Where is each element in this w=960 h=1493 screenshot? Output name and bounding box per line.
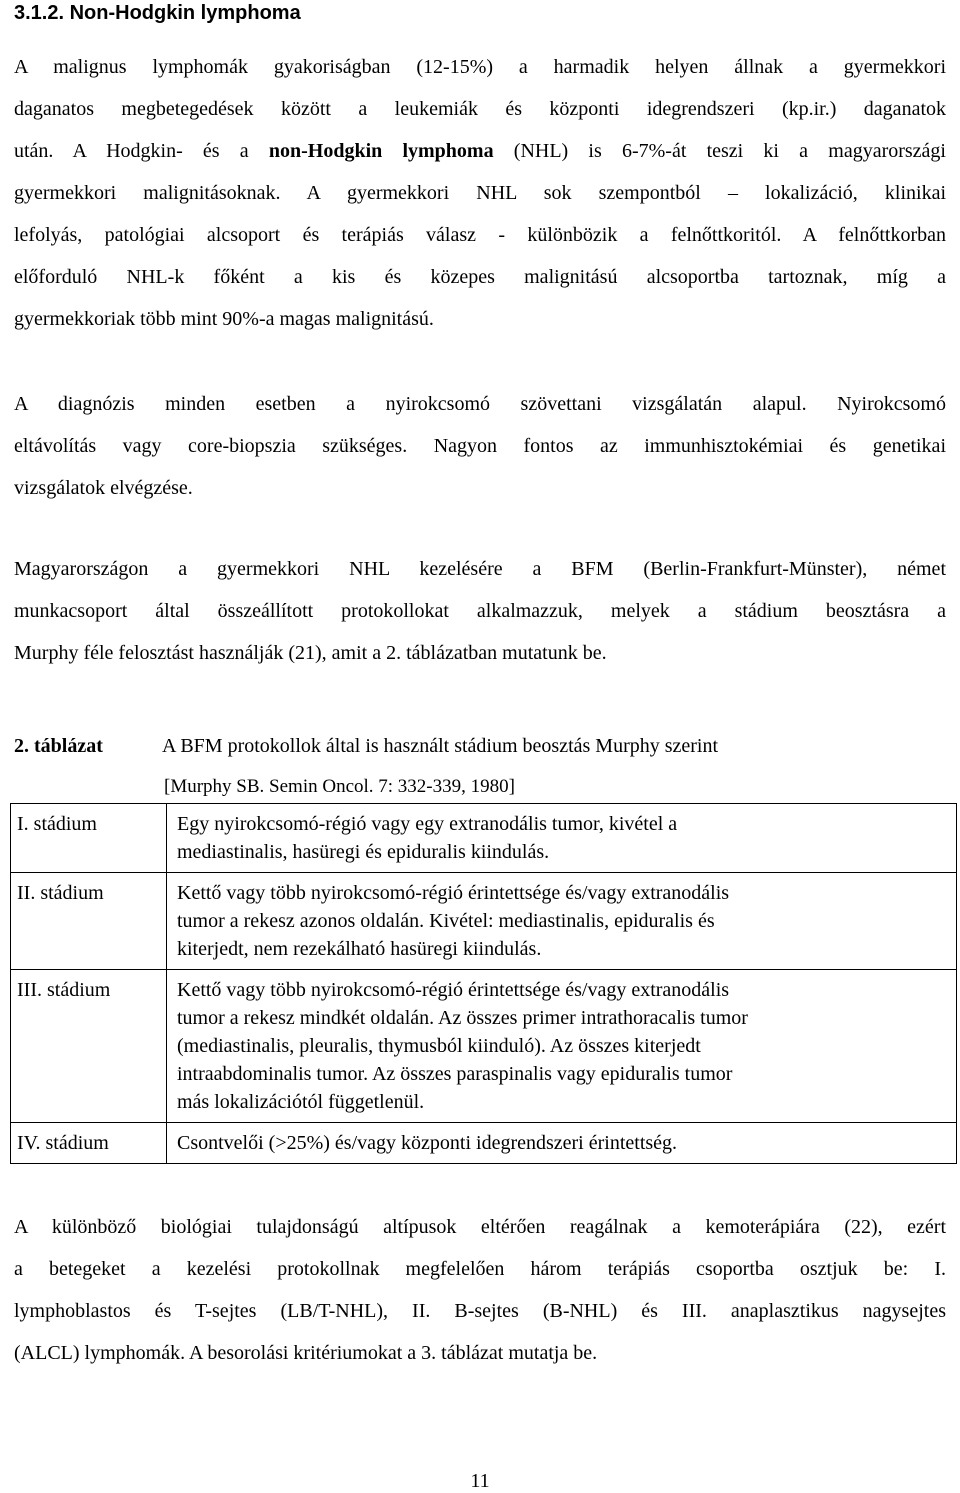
description-line: tumor a rekesz mindkét oldalán. Az összes primer intrathoracalis tumor: [177, 1007, 748, 1029]
bold-term: non-Hodgkin lymphoma: [268, 140, 494, 162]
page-number: 11: [470, 1470, 490, 1492]
table-row: [11, 804, 957, 873]
paragraph-treatment: [14, 548, 946, 674]
text-line: gyermekkoriak több mint 90%-a magas malignitású.: [14, 308, 434, 330]
table-row: [11, 970, 957, 1123]
text-line: A különböző biológiai tulajdonságú altípusok eltérően reagálnak a kemoterápiára (22), ezért: [14, 1216, 946, 1238]
description-line: Egy nyirokcsomó-régió vagy egy extranodális tumor, kivétel a: [177, 813, 678, 835]
text-line: után. A Hodgkin- és a non-Hodgkin lymphoma (NHL) is 6-7%-át teszi ki a magyarországi: [14, 140, 946, 162]
description-cell: [167, 804, 957, 873]
description-line: mediastinalis, hasüregi és epiduralis kiindulás.: [177, 841, 550, 863]
table-row: [11, 1123, 957, 1164]
text-line: gyermekkori malignitásoknak. A gyermekkori NHL sok szempontból – lokalizáció, klinikai: [14, 182, 946, 204]
text-line: Murphy féle felosztást használják (21), amit a 2. táblázatban mutatunk be.: [14, 642, 607, 664]
text-line: vizsgálatok elvégzése.: [14, 477, 193, 499]
text-line: Magyarországon a gyermekkori NHL kezelésére a BFM (Berlin-Frankfurt-Münster), német: [14, 558, 946, 580]
description-line: Kettő vagy több nyirokcsomó-régió érintettsége és/vagy extranodális: [177, 882, 730, 904]
table-title: A BFM protokollok által is használt stádium beosztás Murphy szerint: [162, 735, 719, 757]
paragraph-diagnosis: [14, 383, 946, 509]
text-line: lefolyás, patológiai alcsoport és terápiás válasz - különbözik a felnőttkoritól. A felnőttkorban: [14, 224, 946, 246]
section-heading: 3.1.2. Non-Hodgkin lymphoma: [14, 2, 301, 24]
description-line: kiterjedt, nem rezekálható hasüregi kiindulás.: [177, 938, 542, 960]
paragraph-subtypes: [14, 1206, 946, 1374]
stage-cell: II. stádium: [11, 873, 167, 970]
text-line: A malignus lymphomák gyakoriságban (12-15%) a harmadik helyen állnak a gyermekkori: [14, 56, 946, 78]
description-line: tumor a rekesz azonos oldalán. Kivétel: mediastinalis, epiduralis és: [177, 910, 715, 932]
stage-cell: III. stádium: [11, 970, 167, 1123]
text-line: eltávolítás vagy core-biopszia szükséges. Nagyon fontos az immunhisztokémiai és genetikai: [14, 435, 946, 457]
table-row: [11, 873, 957, 970]
description-line: intraabdominalis tumor. Az összes paraspinalis vagy epiduralis tumor: [177, 1063, 733, 1085]
staging-table: [10, 803, 957, 1164]
description-cell: [167, 1123, 957, 1164]
description-cell: [167, 873, 957, 970]
table-reference: [Murphy SB. Semin Oncol. 7: 332-339, 1980]: [164, 776, 515, 797]
text-line: daganatos megbetegedések között a leukemiák és központi idegrendszeri (kp.ir.) daganatok: [14, 98, 946, 120]
table-label: 2. táblázat: [14, 735, 103, 757]
stage-cell: I. stádium: [11, 804, 167, 873]
text-line: A diagnózis minden esetben a nyirokcsomó szövettani vizsgálatán alapul. Nyirokcsomó: [14, 393, 946, 415]
text-line: a betegeket a kezelési protokollnak megfelelően három terápiás csoportba osztjuk be: I.: [14, 1258, 946, 1280]
description-line: Kettő vagy több nyirokcsomó-régió érintettsége és/vagy extranodális: [177, 979, 730, 1001]
text-line: előforduló NHL-k főként a kis és közepes malignitású alcsoportba tartoznak, míg a: [14, 266, 946, 288]
description-line: (mediastinalis, pleuralis, thymusból kiinduló). Az összes kiterjedt: [177, 1035, 701, 1057]
text-line: munkacsoport által összeállított protokollokat alkalmazzuk, melyek a stádium beosztásra a: [14, 600, 946, 622]
text-line: lymphoblastos és T-sejtes (LB/T-NHL), II. B-sejtes (B-NHL) és III. anaplasztikus nagysejtes: [14, 1300, 946, 1322]
description-cell: [167, 970, 957, 1123]
description-line: más lokalizációtól függetlenül.: [177, 1091, 425, 1113]
paragraph-intro: [14, 46, 946, 340]
description-line: Csontvelői (>25%) és/vagy központi idegrendszeri érintettség.: [177, 1132, 678, 1154]
stage-cell: IV. stádium: [11, 1123, 167, 1164]
text-line: (ALCL) lymphomák. A besorolási kritériumokat a 3. táblázat mutatja be.: [14, 1342, 598, 1364]
